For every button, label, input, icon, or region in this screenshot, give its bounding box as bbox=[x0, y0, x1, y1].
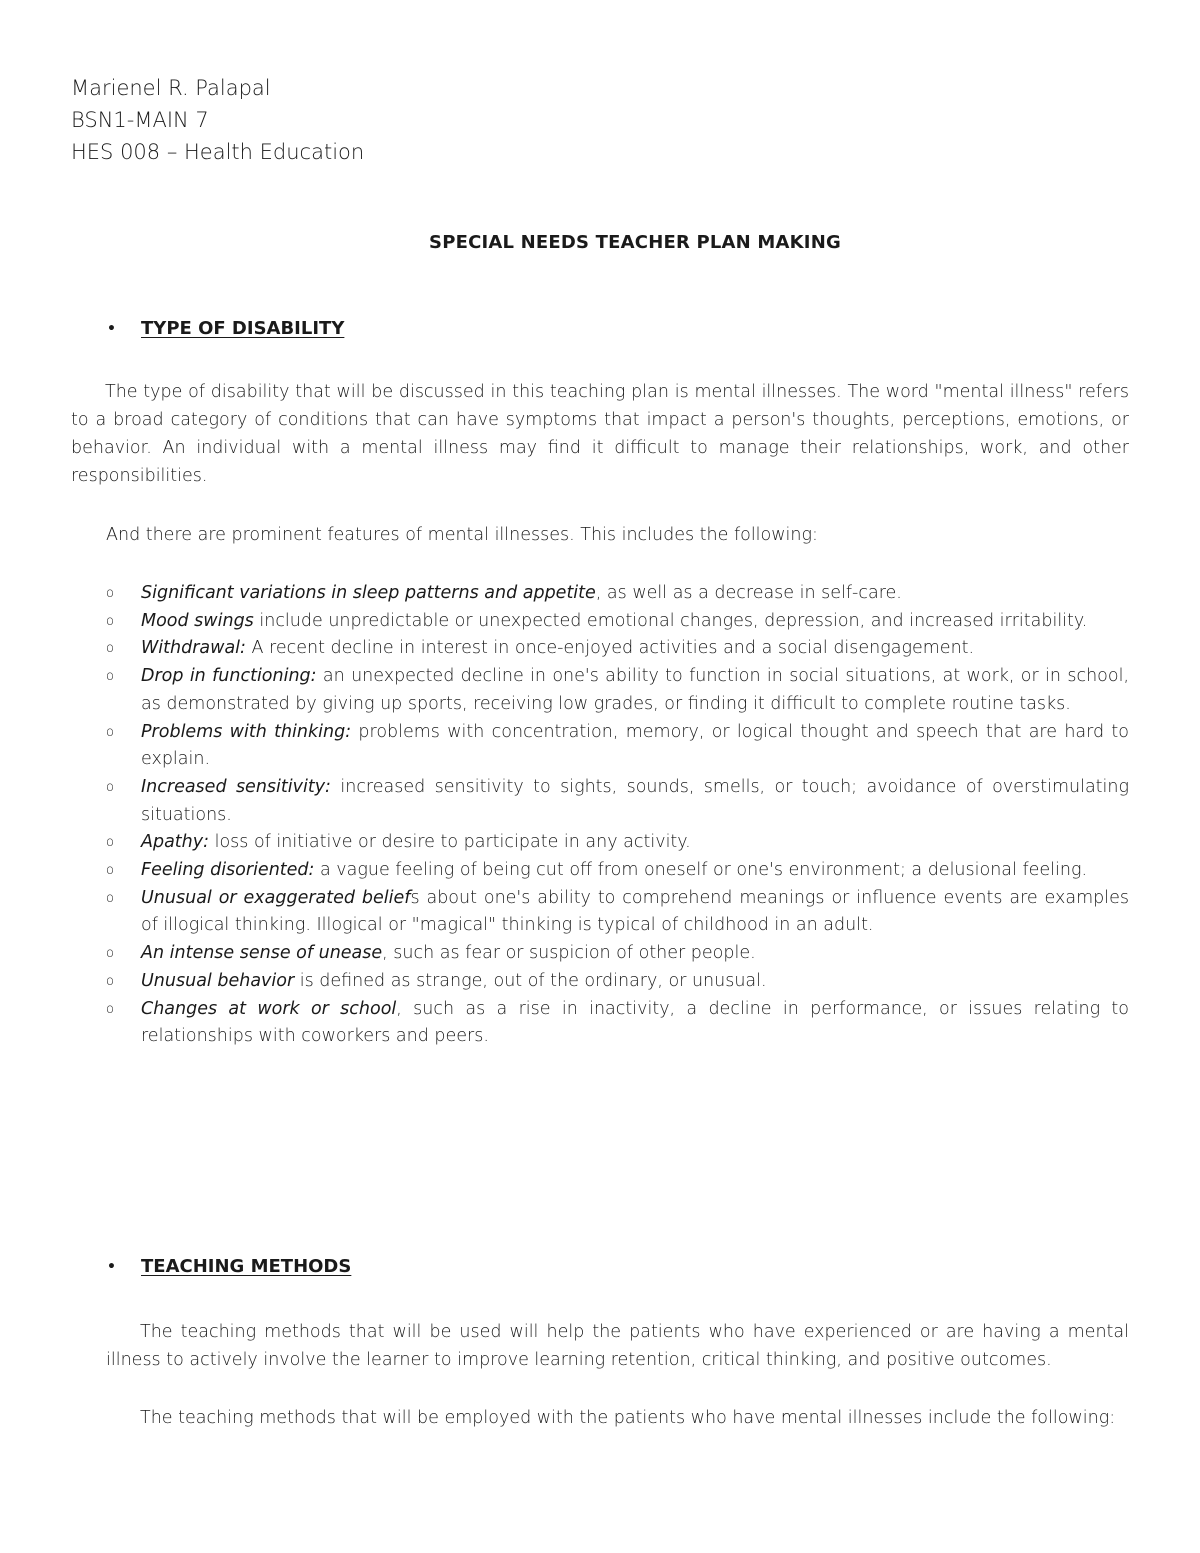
feature-term: Feeling disoriented: bbox=[141, 860, 315, 881]
feature-list-item bbox=[106, 940, 1129, 968]
feature-term: Significant variations in sleep patterns and appetite bbox=[141, 583, 596, 603]
feature-term: Unusual behavior bbox=[141, 970, 295, 991]
teaching-methods-paragraph-1: The teaching methods that will be used will help the patients who have experienced or are having a mental illness to actively involve the learner to improve learning retention, critical thinking, and positive outcomes. bbox=[106, 1322, 1129, 1370]
feature-list-item bbox=[106, 774, 1129, 829]
list-marker-icon: o bbox=[106, 946, 114, 962]
feature-list-item bbox=[106, 996, 1129, 1051]
class-section: BSN1-MAIN 7 bbox=[71, 108, 209, 132]
list-marker-icon: o bbox=[106, 779, 114, 795]
feature-list-item bbox=[106, 580, 1129, 608]
document-title: SPECIAL NEEDS TEACHER PLAN MAKING bbox=[429, 232, 841, 253]
feature-term: Mood swings bbox=[141, 610, 254, 631]
document-header bbox=[71, 72, 364, 168]
list-marker-icon: o bbox=[106, 973, 114, 989]
section-heading-teaching-methods bbox=[107, 1256, 351, 1277]
feature-list-item bbox=[106, 968, 1129, 996]
list-marker-icon: o bbox=[106, 863, 114, 879]
feature-description: include unpredictable or unexpected emotional changes, depression, and increased irritability. bbox=[253, 610, 1088, 631]
feature-list-item bbox=[106, 635, 1129, 663]
feature-term: Drop in functioning: bbox=[141, 666, 317, 687]
feature-term: Changes at work or school bbox=[141, 998, 397, 1019]
section-heading-type-of-disability bbox=[107, 318, 344, 339]
list-marker-icon: o bbox=[106, 613, 114, 629]
feature-description: , such as a rise in inactivity, a decline in performance, or issues relating to relationships with coworkers and peers. bbox=[141, 998, 1129, 1047]
feature-term: Unusual or exaggerated belief bbox=[141, 887, 411, 908]
feature-list-item bbox=[106, 719, 1129, 774]
feature-list-item bbox=[106, 857, 1129, 885]
disability-paragraph: The type of disability that will be discussed in this teaching plan is mental illnesses. The word "mental illness" refers to a broad category of conditions that can have symptoms that impact a person's thoughts, perceptions, emotions, or behavior. An individual with a mental illness may find it difficult to manage their relationships, work, and other responsibilities. bbox=[71, 382, 1129, 486]
feature-term: An intense sense of unease bbox=[141, 943, 383, 964]
bullet-icon: • bbox=[107, 1258, 116, 1275]
feature-description: loss of initiative or desire to participate in any activity. bbox=[209, 832, 691, 853]
feature-list-item bbox=[106, 829, 1129, 857]
bullet-icon: • bbox=[107, 320, 116, 337]
feature-term: Withdrawal: bbox=[141, 638, 246, 659]
list-marker-icon: o bbox=[106, 890, 114, 906]
section-heading-label: TYPE OF DISABILITY bbox=[141, 318, 345, 339]
feature-list-item bbox=[106, 885, 1129, 940]
feature-term: Increased sensitivity: bbox=[141, 776, 331, 797]
feature-description: , such as fear or suspicion of other people. bbox=[382, 943, 756, 964]
feature-description: an unexpected decline in one's ability to function in social situations, at work, or in school, as demonstrated by giving up sports, receiving low grades, or finding it difficult to complete routine tasks. bbox=[141, 666, 1130, 714]
feature-list-item bbox=[106, 663, 1129, 718]
list-marker-icon: o bbox=[106, 669, 114, 685]
list-marker-icon: o bbox=[106, 724, 114, 740]
feature-term: Apathy: bbox=[141, 832, 210, 853]
list-marker-icon: o bbox=[106, 586, 114, 601]
feature-description: s about one's ability to comprehend meanings or influence events are examples of illogical thinking. Illogical or "magical" thinking is typical of childhood in an adult. bbox=[141, 887, 1130, 936]
feature-description: increased sensitivity to sights, sounds, smells, or touch; avoidance of overstimulating situations. bbox=[141, 776, 1129, 825]
feature-description: A recent decline in interest in once-enjoyed activities and a social disengagement. bbox=[245, 638, 975, 659]
feature-description: a vague feeling of being cut off from oneself or one's environment; a delusional feeling. bbox=[314, 860, 1088, 881]
feature-description: , as well as a decrease in self-care. bbox=[595, 583, 902, 603]
author-name: Marienel R. Palapal bbox=[71, 76, 271, 100]
features-list bbox=[106, 580, 1129, 1051]
list-marker-icon: o bbox=[106, 835, 114, 851]
feature-description: problems with concentration, memory, or logical thought and speech that are hard to explain. bbox=[141, 721, 1129, 770]
section-heading-label: TEACHING METHODS bbox=[141, 1256, 352, 1277]
feature-term: Problems with thinking: bbox=[141, 721, 352, 742]
list-marker-icon: o bbox=[106, 1001, 114, 1017]
teaching-methods-paragraph-2: The teaching methods that will be employed with the patients who have mental illnesses include the following: bbox=[140, 1408, 1116, 1428]
list-marker-icon: o bbox=[106, 641, 114, 657]
features-intro: And there are prominent features of mental illnesses. This includes the following: bbox=[106, 525, 818, 545]
feature-description: is defined as strange, out of the ordinary, or unusual. bbox=[294, 970, 767, 991]
feature-list-item bbox=[106, 608, 1129, 636]
course-title: HES 008 – Health Education bbox=[71, 140, 365, 164]
